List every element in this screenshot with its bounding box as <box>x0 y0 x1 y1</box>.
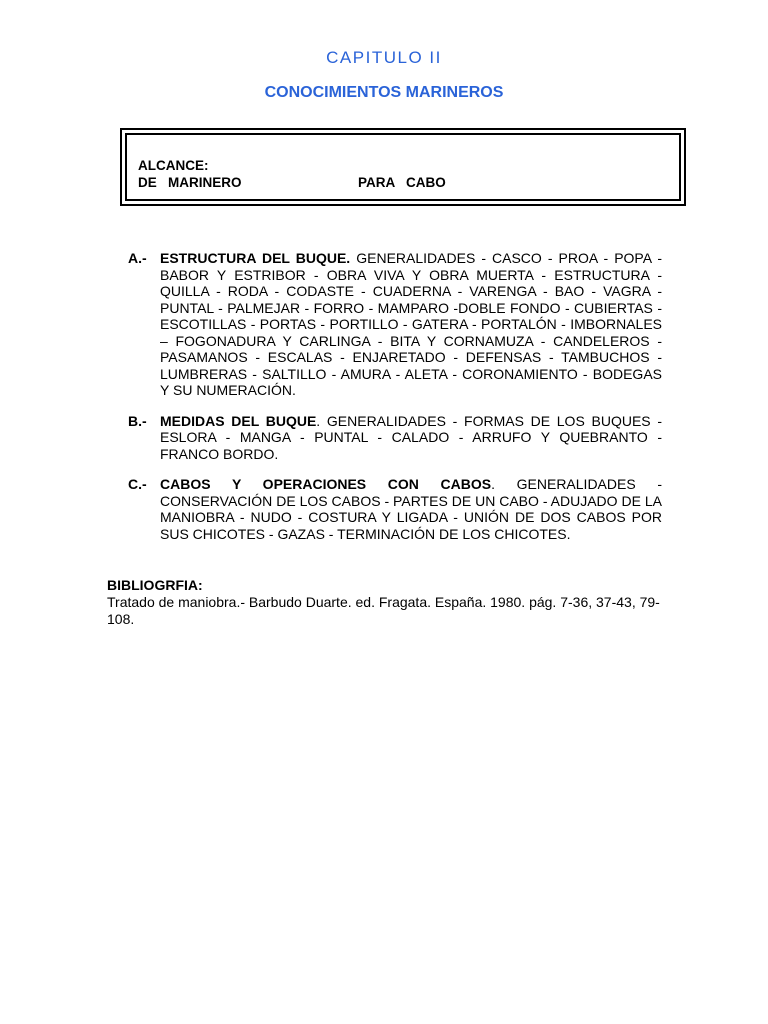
scope-text <box>138 157 446 191</box>
topic-heading: MEDIDAS DEL BUQUE <box>160 412 317 429</box>
topic-item-b <box>128 413 662 463</box>
chapter-title: CAPITULO II <box>326 48 442 67</box>
bibliography-title: BIBLIOGRFIA: <box>107 577 203 593</box>
scope-from: DE MARINERO <box>138 175 242 190</box>
topic-text: GENERALIDADES - CASCO - PROA - POPA - BABOR Y ESTRIBOR - OBRA VIVA Y OBRA MUERTA - ESTRUCTURA - QUILLA - RODA - CODASTE - CUADERNA - VARENGA - BAO - VAGRA - PUNTAL - PALMEJAR - FORRO - MAMPARO -DOBLE FONDO - CUBIERTAS - ESCOTILLAS - PORTAS - PORTILLO - GATERA - PORTALÓN - IMBORNALES – FOGONADURA Y CARLINGA - BITA Y CORNAMUZA - CANDELEROS - PASAMANOS - ESCALAS - ENJARETADO - DEFENSAS - TAMBUCHOS - LUMBRERAS - SALTILLO - AMURA - ALETA - CORONAMIENTO - BODEGAS Y SU NUMERACIÓN. <box>160 250 662 398</box>
bibliography <box>107 577 662 628</box>
chapter-subtitle: CONOCIMIENTOS MARINEROS <box>264 84 504 101</box>
scope-box <box>120 128 686 206</box>
topic-letter: B.- <box>128 412 147 429</box>
topic-heading: CABOS Y OPERACIONES CON CABOS <box>160 476 492 492</box>
scope-label: ALCANCE: <box>138 158 209 173</box>
topic-body <box>160 413 662 463</box>
topic-item-c <box>128 476 662 542</box>
topic-text: . GENERALIDADES - FORMAS DE LOS BUQUES - ESLORA - MANGA - PUNTAL - CALADO - ARRUFO Y QUEBRANTO - FRANCO BORDO. <box>160 412 662 462</box>
scope-to: PARA CABO <box>358 175 446 190</box>
topic-list <box>128 250 662 556</box>
bibliography-text: Tratado de maniobra.- Barbudo Duarte. ed. Fragata. España. 1980. pág. 7-36, 37-43, 79-108. <box>107 594 660 627</box>
scope-box-inner-border <box>125 133 681 201</box>
topic-text: . GENERALIDADES - CONSERVACIÓN DE LOS CABOS - PARTES DE UN CABO - ADUJADO DE LA MANIOBRA - NUDO - COSTURA Y LIGADA - UNIÓN DE DOS CABOS POR SUS CHICOTES - GAZAS - TERMINACIÓN DE LOS CHICOTES. <box>160 476 662 542</box>
topic-letter: A.- <box>128 250 147 266</box>
topic-body <box>160 476 662 542</box>
topic-letter: C.- <box>128 476 147 492</box>
topic-body <box>160 250 662 399</box>
topic-heading: ESTRUCTURA DEL BUQUE. <box>160 250 351 266</box>
topic-item-a <box>128 250 662 399</box>
